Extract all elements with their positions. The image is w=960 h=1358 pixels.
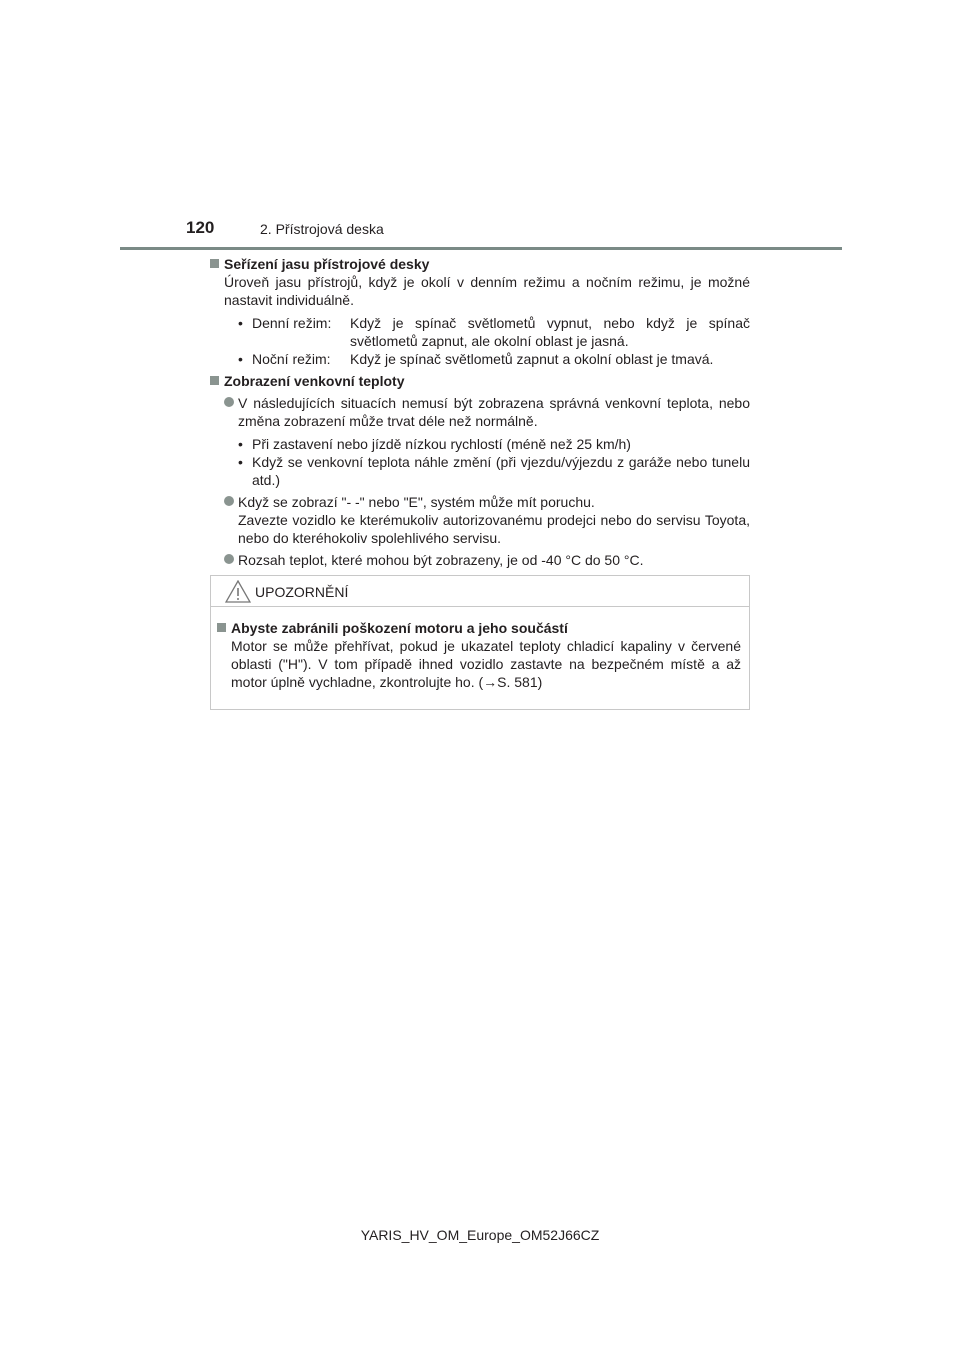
warning-box [210, 575, 750, 710]
page-header [120, 215, 842, 250]
document-footer: YARIS_HV_OM_Europe_OM52J66CZ [360, 1227, 600, 1243]
section-title-brightness: Seřízení jasu přístrojové desky [210, 255, 750, 273]
section-title-temperature: Zobrazení venkovní teploty [210, 372, 750, 390]
main-content [210, 255, 750, 569]
circle-bullet-icon [224, 397, 234, 407]
square-bullet-icon [210, 259, 219, 268]
list-item: Když se zobrazí "- -" nebo "E", systém může mít poruchu. Zavezte vozidlo ke kterémukoliv autorizovanému prodejci nebo do servisu Toyota, nebo do kteréhokoliv spolehlivého servisu. [210, 493, 750, 547]
warning-triangle-icon [225, 580, 251, 603]
mode-list [210, 314, 750, 368]
warning-text: Motor se může přehřívat, pokud je ukazatel teploty chladicí kapaliny v červené oblasti ("H"). V tom případě ihned vozidlo zastavte na bezpečném místě a až motor úplně vychladne, zkontrolujte ho. (→S. 581) [231, 638, 741, 690]
list-item: • Při zastavení nebo jízdě nízkou rychlostí (méně než 25 km/h) [238, 436, 631, 452]
list-item: • Denní režim: Když je spínač světlometů vypnut, nebo když je spínač světlometů zapnut, ale okolní oblast je jasná. [238, 315, 750, 349]
warning-body [211, 607, 749, 691]
square-bullet-icon [217, 623, 226, 632]
circle-bullet-icon [224, 554, 234, 564]
list-item: • Noční režim: Když je spínač světlometů zapnut a okolní oblast je tmavá. [238, 351, 714, 367]
list-item: • Když se venkovní teplota náhle změní (při vjezdu/výjezdu z garáže nebo tunelu atd.) [238, 454, 750, 488]
circle-bullet-icon [224, 496, 234, 506]
warning-label: UPOZORNĚNÍ [255, 584, 349, 600]
square-bullet-icon [210, 376, 219, 385]
list-item: Rozsah teplot, které mohou být zobrazeny, je od -40 °C do 50 °C. [210, 551, 750, 569]
warning-header [211, 576, 749, 607]
warning-title: Abyste zabránili poškození motoru a jeho součástí [217, 619, 741, 637]
chapter-title: 2. Přístrojová deska [260, 221, 384, 237]
page-number: 120 [186, 218, 215, 237]
brightness-text: Úroveň jasu přístrojů, když je okolí v denním režimu a nočním režimu, je možné nastavit individuálně. [224, 274, 750, 308]
situation-list [210, 435, 750, 489]
list-item: V následujících situacích nemusí být zobrazena správná venkovní teplota, nebo změna zobrazení může trvat déle než normálně. [210, 394, 750, 430]
